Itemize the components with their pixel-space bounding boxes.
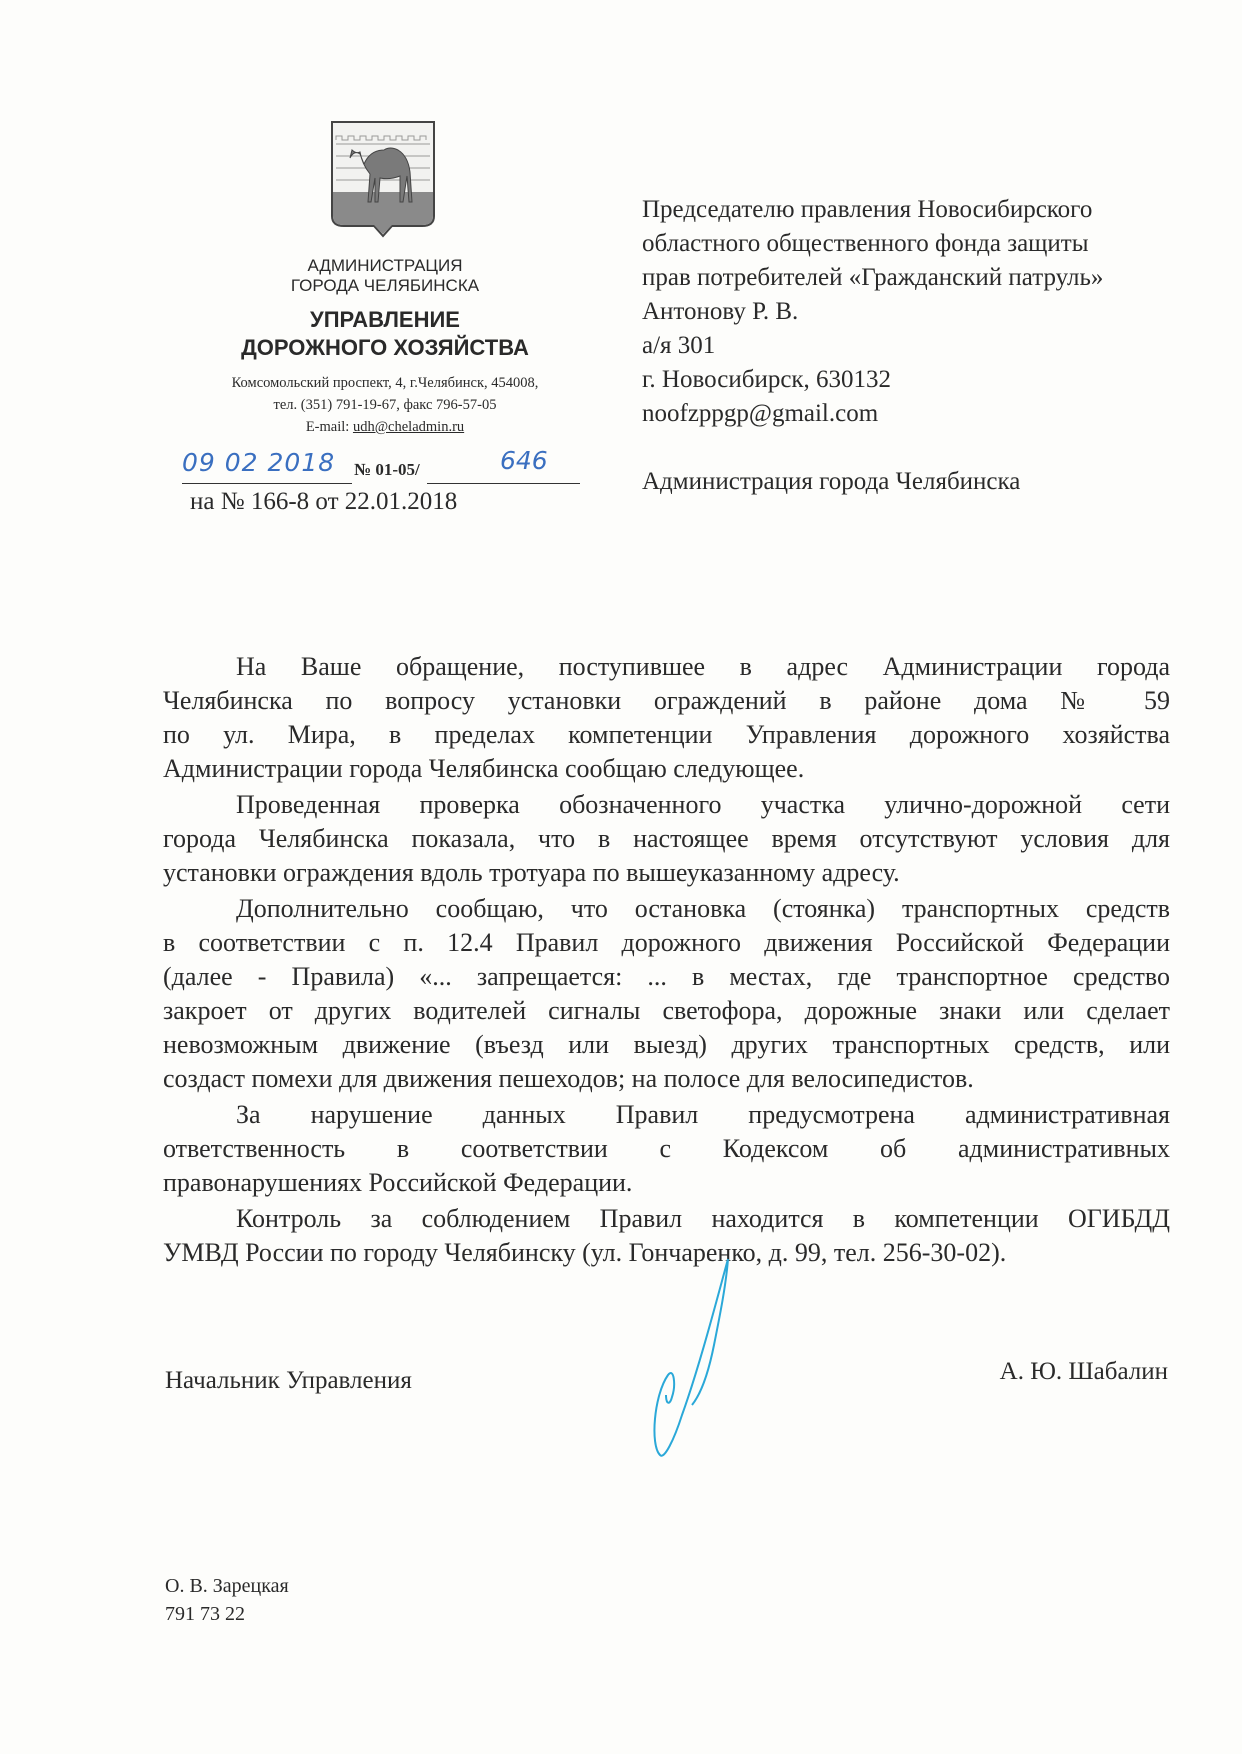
body-line: За нарушение данных Правил предусмотрена административная	[236, 1100, 1170, 1129]
recipient-copy: Администрация города Челябинска	[642, 468, 1021, 495]
email-line	[170, 416, 600, 438]
handwritten-signature	[630, 1255, 740, 1465]
body-paragraph	[163, 788, 1170, 890]
recipient-line: областного общественного фонда защиты	[642, 230, 1089, 257]
body-paragraph	[163, 650, 1170, 786]
department-name	[170, 306, 600, 362]
outgoing-number-prefix: № 01-05/	[354, 460, 420, 479]
body-line: Дополнительно сообщаю, что остановка (стоянка) транспортных средств	[236, 894, 1170, 923]
executor-name: О. В. Зарецкая	[165, 1575, 289, 1597]
recipient-line: Председателю правления Новосибирского	[642, 196, 1093, 223]
body-paragraph	[163, 892, 1170, 1096]
body-paragraph	[163, 1098, 1170, 1200]
phone-fax: тел. (351) 791-19-67, факс 796-57-05	[273, 397, 497, 413]
body-line: создаст помехи для движения пешеходов; на полосе для велосипедистов.	[163, 1064, 974, 1093]
letter-body	[163, 650, 1170, 1272]
org-name-line1: АДМИНИСТРАЦИЯ	[307, 256, 463, 275]
address: Комсомольский проспект, 4, г.Челябинск, 454008,	[231, 375, 539, 391]
executor-phone: 791 73 22	[165, 1603, 245, 1625]
recipient-line: г. Новосибирск, 630132	[642, 366, 892, 393]
recipient-email: noofzppgp@gmail.com	[642, 400, 879, 427]
email-link[interactable]: udh@cheladmin.ru	[352, 419, 465, 435]
coat-of-arms-logo	[330, 120, 436, 238]
body-line: Проведенная проверка обозначенного участка улично-дорожной сети	[236, 790, 1170, 819]
letterhead-contacts	[170, 372, 600, 438]
body-line: Контроль за соблюдением Правил находится в компетенции ОГИБДД	[236, 1204, 1170, 1233]
recipient-line: прав потребителей «Гражданский патруль»	[642, 264, 1104, 291]
department-line1: УПРАВЛЕНИЕ	[310, 307, 460, 332]
in-reply-to: на № 166-8 от 22.01.2018	[190, 488, 458, 515]
body-line: Челябинска по вопросу установки ограждений в районе дома № 59	[163, 686, 1170, 715]
body-line: невозможным движение (въезд или выезд) других транспортных средств, или	[163, 1030, 1170, 1059]
email-label: E-mail:	[305, 419, 353, 435]
body-line: правонарушениях Российской Федерации.	[163, 1168, 633, 1197]
department-line2: ДОРОЖНОГО ХОЗЯЙСТВА	[241, 335, 529, 360]
body-line: закроет от других водителей сигналы светофора, дорожные знаки или сделает	[163, 996, 1170, 1025]
handwritten-number: 646	[500, 446, 548, 475]
body-line: (далее - Правила) «... запрещается: ... в местах, где транспортное средство	[163, 962, 1170, 991]
handwritten-date: 09 02 2018	[182, 448, 336, 477]
signatory-position: Начальник Управления	[165, 1367, 412, 1394]
org-name	[170, 256, 600, 296]
body-line: Администрации города Челябинска сообщаю следующее.	[163, 754, 805, 783]
registration-line	[182, 448, 580, 484]
executor-block	[165, 1572, 289, 1628]
recipient-block	[642, 193, 1103, 499]
body-line: ответственность в соответствии с Кодексом об административных	[163, 1134, 1170, 1163]
signatory-name: А. Ю. Шабалин	[999, 1358, 1168, 1385]
body-line: На Ваше обращение, поступившее в адрес Администрации города	[236, 652, 1170, 681]
recipient-line: а/я 301	[642, 332, 716, 359]
body-line: города Челябинска показала, что в настоящее время отсутствуют условия для	[163, 824, 1170, 853]
body-line: установки ограждения вдоль тротуара по вышеуказанному адресу.	[163, 858, 900, 887]
body-line: по ул. Мира, в пределах компетенции Управления дорожного хозяйства	[163, 720, 1170, 749]
org-name-line2: ГОРОДА ЧЕЛЯБИНСКА	[290, 276, 480, 295]
body-line: УМВД России по городу Челябинску (ул. Гончаренко, д. 99, тел. 256-30-02).	[163, 1238, 1007, 1267]
body-line: в соответствии с п. 12.4 Правил дорожного движения Российской Федерации	[163, 928, 1170, 957]
recipient-line: Антонову Р. В.	[642, 298, 799, 325]
